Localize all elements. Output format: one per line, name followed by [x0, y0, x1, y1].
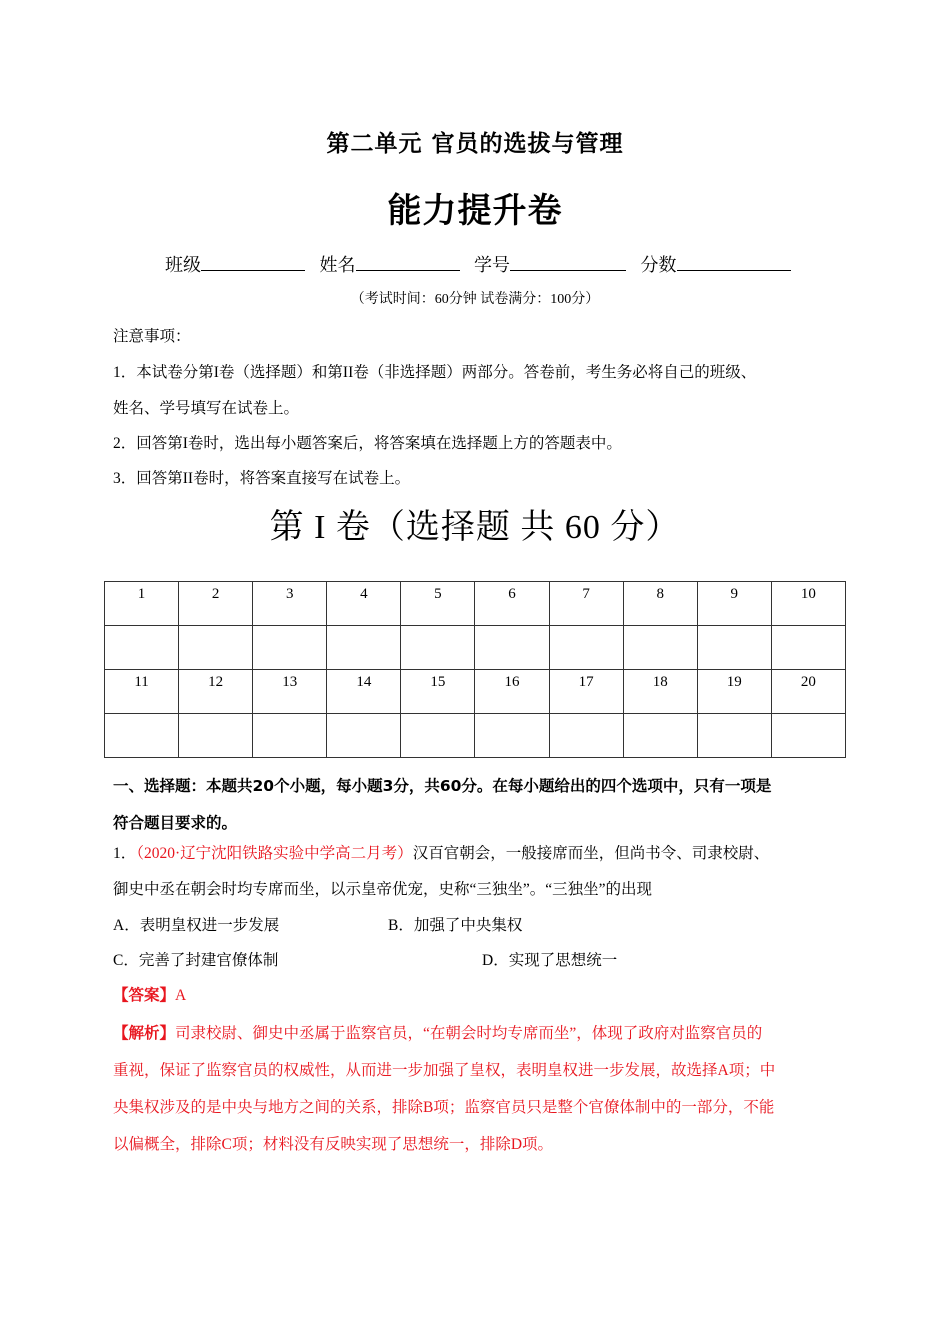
- option-b[interactable]: B．加强了中央集权: [388, 917, 523, 934]
- grid-answer-cell[interactable]: [623, 714, 697, 758]
- note-item: 姓名、学号填写在试卷上。: [113, 400, 300, 417]
- grid-number-row: [105, 582, 846, 626]
- analysis-label: 【解析】: [113, 1025, 176, 1042]
- note-item: 3．回答第II卷时，将答案直接写在试卷上。: [113, 470, 411, 487]
- analysis-line: 央集权涉及的是中央与地方之间的关系，排除B项；监察官员只是整个官僚体制中的一部分，不能: [113, 1099, 775, 1116]
- instruction-line: 一、选择题：本题共20个小题，每小题3分，共60分。在每小题给出的四个选项中，只有一项是: [113, 777, 772, 795]
- analysis-line: 以偏概全，排除C项；材料没有反映实现了思想统一，排除D项。: [113, 1136, 554, 1153]
- grid-number-cell: 20: [771, 670, 845, 714]
- grid-number-cell: 10: [771, 582, 845, 626]
- grid-number-cell: 3: [253, 582, 327, 626]
- grid-number-cell: 9: [697, 582, 771, 626]
- grid-answer-cell[interactable]: [771, 714, 845, 758]
- student-id-field[interactable]: [474, 251, 626, 277]
- grid-number-cell: 11: [105, 670, 179, 714]
- score-field[interactable]: [641, 251, 791, 277]
- grid-answer-cell[interactable]: [771, 626, 845, 670]
- grid-answer-cell[interactable]: [179, 626, 253, 670]
- grid-answer-cell[interactable]: [475, 714, 549, 758]
- question-1-stem-line: 御史中丞在朝会时均专席而坐，以示皇帝优宠，史称“三独坐”。“三独坐”的出现: [113, 881, 653, 898]
- grid-number-cell: 4: [327, 582, 401, 626]
- grid-answer-cell[interactable]: [623, 626, 697, 670]
- student-info-line: [165, 251, 801, 277]
- option-a[interactable]: A．表明皇权进一步发展: [113, 917, 280, 934]
- question-number: 1．: [113, 845, 137, 862]
- grid-number-cell: 14: [327, 670, 401, 714]
- section-instruction: [113, 768, 843, 842]
- score-label: 分数: [640, 255, 677, 275]
- question-1-stem-line: [113, 841, 769, 863]
- grid-answer-cell[interactable]: [475, 626, 549, 670]
- grid-number-row: [105, 670, 846, 714]
- grid-number-cell: 18: [623, 670, 697, 714]
- grid-number-cell: 5: [401, 582, 475, 626]
- score-blank[interactable]: [677, 254, 791, 271]
- grid-number-cell: 7: [549, 582, 623, 626]
- note-item: 1．本试卷分第I卷（选择题）和第II卷（非选择题）两部分。答卷前，考生务必将自己的班级、: [113, 364, 757, 381]
- answer-grid: [104, 581, 846, 758]
- grid-answer-cell[interactable]: [401, 714, 475, 758]
- name-label: 姓名: [319, 255, 356, 275]
- grid-answer-cell[interactable]: [327, 626, 401, 670]
- class-field[interactable]: [165, 251, 305, 277]
- grid-answer-cell[interactable]: [105, 626, 179, 670]
- answer-label: 【答案】: [113, 987, 176, 1004]
- grid-number-cell: 8: [623, 582, 697, 626]
- name-field[interactable]: [320, 251, 460, 277]
- unit-title: 第二单元 官员的选拔与管理: [326, 131, 624, 157]
- notes-title: 注意事项：: [113, 328, 191, 345]
- grid-answer-row: [105, 714, 846, 758]
- name-blank[interactable]: [356, 254, 460, 271]
- note-item: 2．回答第I卷时，选出每小题答案后，将答案填在选择题上方的答题表中。: [113, 435, 622, 452]
- analysis-block: [113, 1015, 843, 1163]
- instruction-line: 符合题目要求的。: [113, 814, 238, 832]
- grid-number-cell: 17: [549, 670, 623, 714]
- question-source: （2020·辽宁沈阳铁路实验中学高二月考）: [136, 845, 413, 862]
- grid-number-cell: 19: [697, 670, 771, 714]
- grid-answer-row: [105, 626, 846, 670]
- analysis-text: 司隶校尉、御史中丞属于监察官员，“在朝会时均专席而坐”，体现了政府对监察官员的: [175, 1025, 763, 1042]
- student-id-blank[interactable]: [510, 254, 626, 271]
- section-heading: 第 I 卷（选择题 共 60 分）: [269, 509, 681, 546]
- student-id-label: 学号: [474, 255, 510, 275]
- grid-answer-cell[interactable]: [697, 714, 771, 758]
- grid-answer-cell[interactable]: [549, 626, 623, 670]
- grid-number-cell: 6: [475, 582, 549, 626]
- class-label: 班级: [165, 255, 201, 275]
- grid-number-cell: 12: [179, 670, 253, 714]
- grid-answer-cell[interactable]: [697, 626, 771, 670]
- grid-number-cell: 16: [475, 670, 549, 714]
- option-d[interactable]: D．实现了思想统一: [482, 952, 618, 969]
- answer-line: [113, 983, 186, 1005]
- grid-answer-cell[interactable]: [253, 626, 327, 670]
- grid-answer-cell[interactable]: [253, 714, 327, 758]
- paper-title: 能力提升卷: [387, 191, 563, 231]
- option-c[interactable]: C．完善了封建官僚体制: [113, 952, 279, 969]
- answer-value: A: [175, 987, 187, 1004]
- grid-answer-cell[interactable]: [327, 714, 401, 758]
- analysis-line: 重视，保证了监察官员的权威性，从而进一步加强了皇权，表明皇权进一步发展，故选择A项；中: [113, 1062, 776, 1079]
- grid-number-cell: 13: [253, 670, 327, 714]
- exam-meta: （考试时间：60分钟 试卷满分：100分）: [350, 292, 600, 307]
- grid-number-cell: 2: [179, 582, 253, 626]
- question-stem: 汉百官朝会，一般接席而坐，但尚书令、司隶校尉、: [412, 845, 770, 862]
- analysis-line: [113, 1015, 843, 1052]
- grid-answer-cell[interactable]: [401, 626, 475, 670]
- grid-number-cell: 1: [105, 582, 179, 626]
- grid-answer-cell[interactable]: [105, 714, 179, 758]
- class-blank[interactable]: [201, 254, 305, 271]
- grid-number-cell: 15: [401, 670, 475, 714]
- grid-answer-cell[interactable]: [179, 714, 253, 758]
- grid-answer-cell[interactable]: [549, 714, 623, 758]
